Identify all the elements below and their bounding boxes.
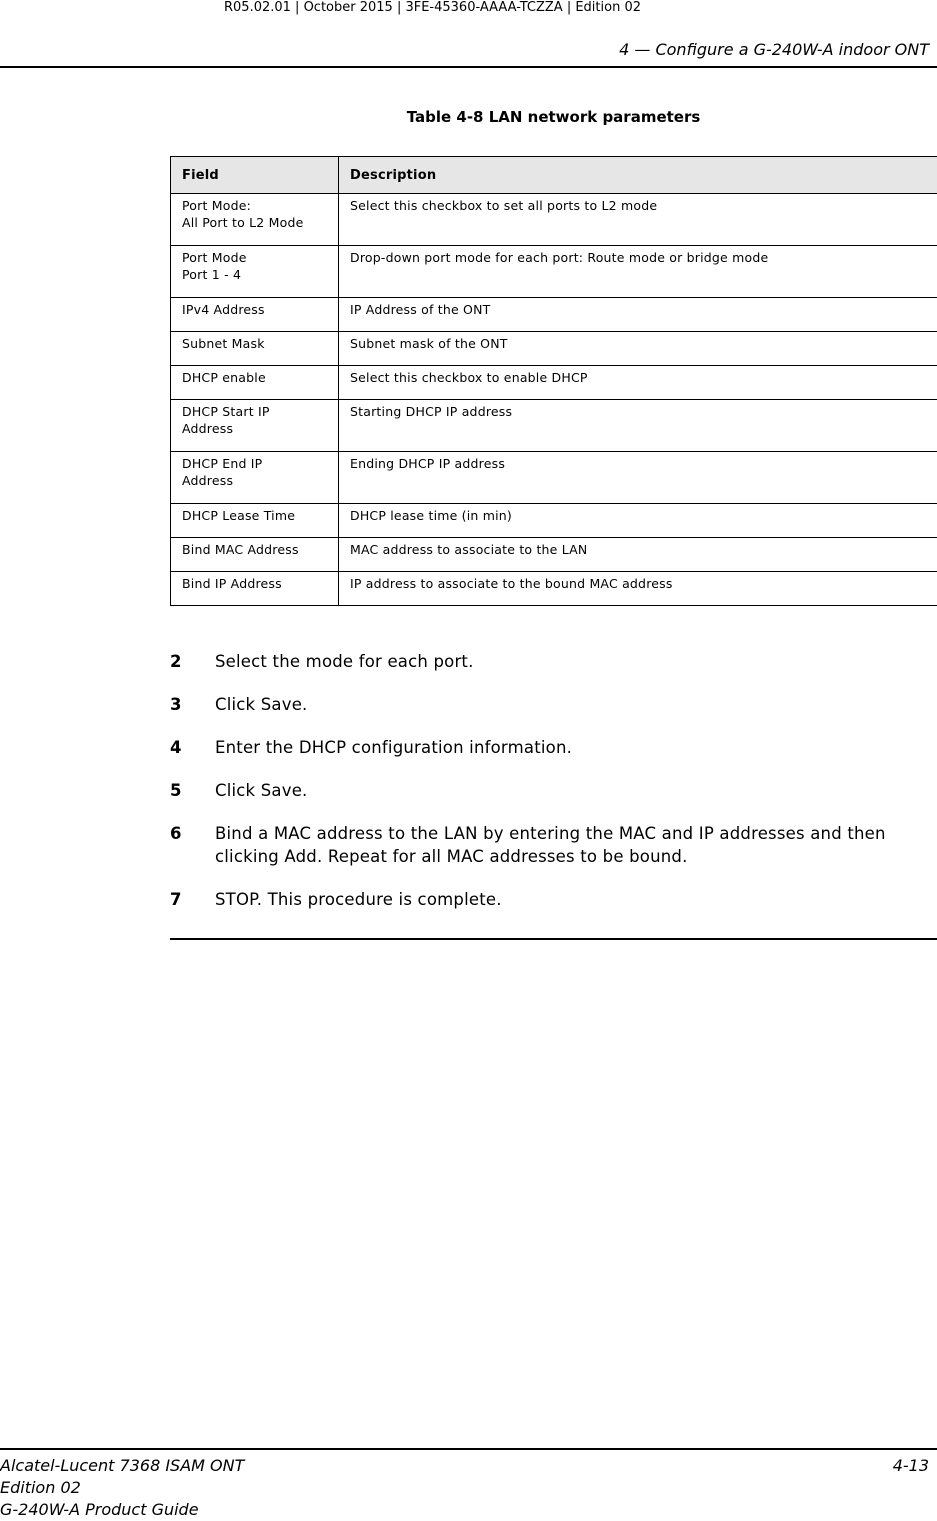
procedure-step: [170, 888, 937, 911]
field-name: Port Mode: All Port to L2 Mode: [182, 198, 304, 230]
step-text: STOP. This procedure is complete.: [215, 890, 502, 909]
procedure-step: [170, 779, 937, 802]
field-cell: [171, 246, 339, 298]
table-row: [171, 572, 937, 606]
description-cell: IP address to associate to the bound MAC address: [339, 572, 937, 606]
footer-guide: G-240W-A Product Guide: [0, 1499, 244, 1521]
field-name: Subnet Mask: [182, 336, 265, 351]
running-header: 4 — Configure a G-240W-A indoor ONT: [619, 40, 929, 60]
description-cell: Drop-down port mode for each port: Route mode or bridge mode: [339, 246, 937, 298]
field-cell: [171, 538, 339, 572]
column-header-field: Field: [171, 157, 339, 194]
page-number: 4-13: [893, 1455, 929, 1477]
step-number: 3: [170, 693, 182, 716]
footer-edition: Edition 02: [0, 1477, 244, 1499]
table-row: [171, 194, 937, 246]
field-cell: [171, 366, 339, 400]
footer-info: [0, 1455, 244, 1521]
description-cell: Select this checkbox to set all ports to L2 mode: [339, 194, 937, 246]
procedure-step: [170, 736, 937, 759]
field-name: IPv4 Address: [182, 302, 265, 317]
field-name: DHCP End IP Address: [182, 456, 262, 488]
lan-parameters-table: [170, 156, 937, 606]
table-row: [171, 298, 937, 332]
procedure-step: [170, 693, 937, 716]
table-row: [171, 538, 937, 572]
field-cell: [171, 504, 339, 538]
table-row: [171, 366, 937, 400]
step-number: 7: [170, 888, 182, 911]
field-name: Bind MAC Address: [182, 542, 299, 557]
step-text: Click Save.: [215, 781, 308, 800]
description-cell: Subnet mask of the ONT: [339, 332, 937, 366]
step-text: Enter the DHCP configuration information.: [215, 738, 572, 757]
column-header-description: Description: [339, 157, 937, 194]
field-name: Port Mode Port 1 - 4: [182, 250, 247, 282]
field-name: DHCP Start IP Address: [182, 404, 270, 436]
procedure-step: [170, 822, 937, 868]
procedure-end-rule: [170, 938, 937, 940]
field-name: DHCP Lease Time: [182, 508, 295, 523]
table-row: [171, 400, 937, 452]
description-cell: MAC address to associate to the LAN: [339, 538, 937, 572]
field-name: Bind IP Address: [182, 576, 282, 591]
description-cell: IP Address of the ONT: [339, 298, 937, 332]
footer-rule: [0, 1448, 937, 1450]
field-name: DHCP enable: [182, 370, 266, 385]
table-row: [171, 504, 937, 538]
description-cell: Starting DHCP IP address: [339, 400, 937, 452]
header-rule: [0, 66, 937, 68]
table-header-row: [171, 157, 937, 194]
description-cell: DHCP lease time (in min): [339, 504, 937, 538]
table-row: [171, 246, 937, 298]
field-cell: [171, 194, 339, 246]
table-row: [171, 452, 937, 504]
step-text: Select the mode for each port.: [215, 652, 474, 671]
step-number: 4: [170, 736, 182, 759]
document-metadata: R05.02.01 | October 2015 | 3FE-45360-AAAA-TCZZA | Edition 02: [224, 0, 641, 16]
table-caption: Table 4-8 LAN network parameters: [170, 107, 937, 127]
description-cell: Ending DHCP IP address: [339, 452, 937, 504]
table-row: [171, 332, 937, 366]
field-cell: [171, 572, 339, 606]
field-cell: [171, 332, 339, 366]
step-number: 2: [170, 650, 182, 673]
field-cell: [171, 298, 339, 332]
field-cell: [171, 452, 339, 504]
step-text: Bind a MAC address to the LAN by entering the MAC and IP addresses and then clicking Add. Repeat for all MAC addresses to be bound.: [215, 824, 886, 866]
description-cell: Select this checkbox to enable DHCP: [339, 366, 937, 400]
step-number: 5: [170, 779, 182, 802]
procedure-steps: [170, 650, 937, 911]
step-number: 6: [170, 822, 182, 845]
field-cell: [171, 400, 339, 452]
footer-product: Alcatel-Lucent 7368 ISAM ONT: [0, 1455, 244, 1477]
procedure-step: [170, 650, 937, 673]
step-text: Click Save.: [215, 695, 308, 714]
